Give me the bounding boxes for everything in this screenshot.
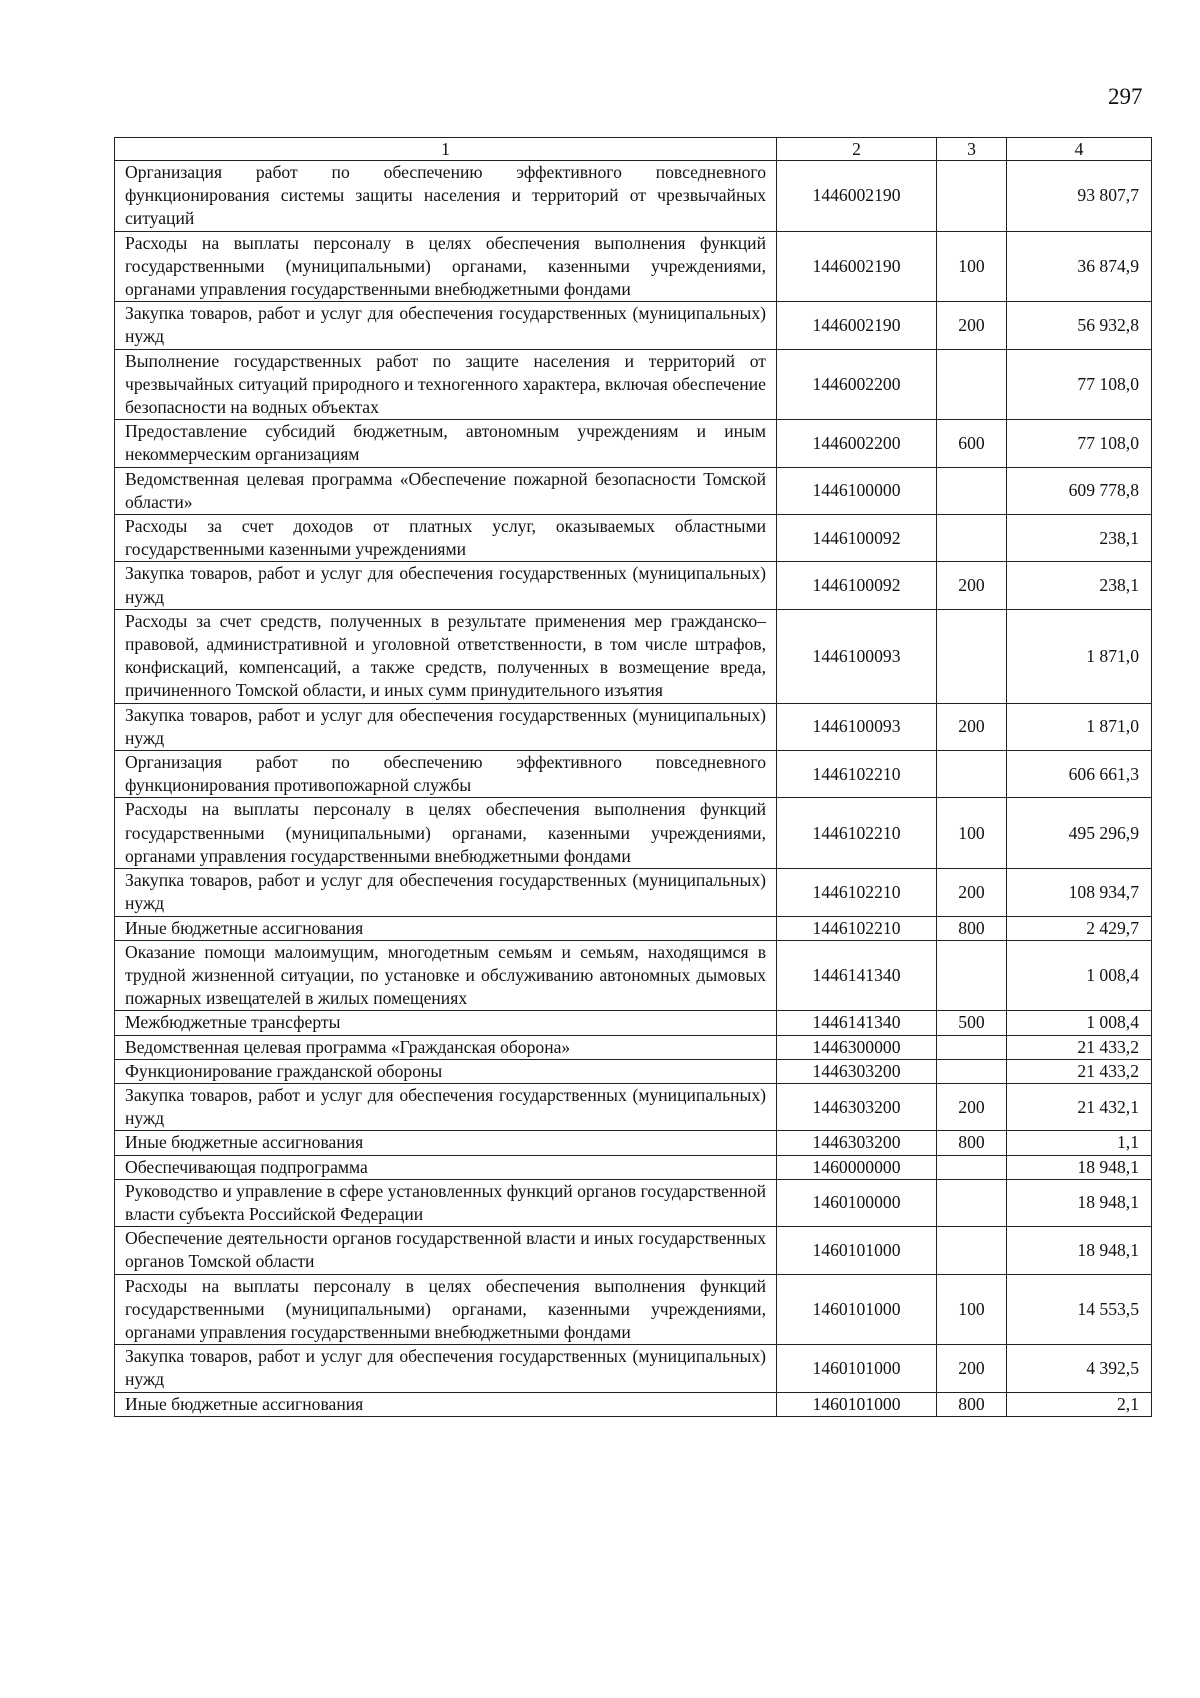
row-description: Закупка товаров, работ и услуг для обеспечения государственных (муниципальных) нужд [115, 1083, 777, 1130]
row-target-code: 1446002190 [777, 302, 937, 349]
row-target-code: 1446002200 [777, 349, 937, 420]
table-row [115, 1345, 1152, 1392]
table-row [115, 703, 1152, 750]
budget-table [114, 137, 1152, 1417]
table-row [115, 1392, 1152, 1416]
column-header-2: 2 [777, 138, 937, 161]
table-row [115, 349, 1152, 420]
row-amount: 1 008,4 [1007, 1011, 1152, 1035]
row-amount: 21 433,2 [1007, 1035, 1152, 1059]
column-header-1: 1 [115, 138, 777, 161]
row-description: Закупка товаров, работ и услуг для обеспечения государственных (муниципальных) нужд [115, 302, 777, 349]
table-row [115, 1011, 1152, 1035]
table-row [115, 940, 1152, 1011]
row-expense-type [937, 751, 1007, 798]
row-amount: 1 871,0 [1007, 609, 1152, 703]
row-expense-type: 100 [937, 798, 1007, 869]
row-description: Расходы на выплаты персоналу в целях обеспечения выполнения функций государственными (муниципальными) органами, казенными учреждениями, органами управления государственными внебюджетными фондами [115, 1274, 777, 1345]
row-expense-type: 200 [937, 1345, 1007, 1392]
row-target-code: 1446102210 [777, 751, 937, 798]
row-amount: 77 108,0 [1007, 420, 1152, 467]
row-target-code: 1446002190 [777, 161, 937, 232]
table-row [115, 1227, 1152, 1274]
row-description: Расходы за счет доходов от платных услуг, оказываемых областными государственными казенными учреждениями [115, 515, 777, 562]
table-row [115, 1131, 1152, 1155]
row-description: Закупка товаров, работ и услуг для обеспечения государственных (муниципальных) нужд [115, 562, 777, 609]
row-expense-type [937, 609, 1007, 703]
row-expense-type: 800 [937, 1131, 1007, 1155]
row-target-code: 1446002200 [777, 420, 937, 467]
table-row [115, 1083, 1152, 1130]
table-row [115, 562, 1152, 609]
row-amount: 238,1 [1007, 562, 1152, 609]
row-description: Закупка товаров, работ и услуг для обеспечения государственных (муниципальных) нужд [115, 703, 777, 750]
row-expense-type [937, 1155, 1007, 1179]
row-description: Иные бюджетные ассигнования [115, 1131, 777, 1155]
row-target-code: 1460101000 [777, 1345, 937, 1392]
table-row [115, 1155, 1152, 1179]
row-target-code: 1446141340 [777, 940, 937, 1011]
row-expense-type: 200 [937, 869, 1007, 916]
row-description: Межбюджетные трансферты [115, 1011, 777, 1035]
row-amount: 2 429,7 [1007, 916, 1152, 940]
row-amount: 1 871,0 [1007, 703, 1152, 750]
row-description: Расходы на выплаты персоналу в целях обеспечения выполнения функций государственными (муниципальными) органами, казенными учреждениями, органами управления государственными внебюджетными фондами [115, 231, 777, 302]
table-row [115, 420, 1152, 467]
row-description: Ведомственная целевая программа «Обеспечение пожарной безопасности Томской области» [115, 467, 777, 514]
row-expense-type: 200 [937, 302, 1007, 349]
row-target-code: 1446141340 [777, 1011, 937, 1035]
row-amount: 238,1 [1007, 515, 1152, 562]
row-expense-type [937, 349, 1007, 420]
table-row [115, 1059, 1152, 1083]
row-amount: 1,1 [1007, 1131, 1152, 1155]
table-row [115, 1035, 1152, 1059]
row-expense-type [937, 1227, 1007, 1274]
row-expense-type [937, 1179, 1007, 1226]
row-description: Организация работ по обеспечению эффективного повседневного функционирования противопожарной службы [115, 751, 777, 798]
table-row [115, 916, 1152, 940]
table-row [115, 869, 1152, 916]
row-description: Функционирование гражданской обороны [115, 1059, 777, 1083]
row-expense-type [937, 1059, 1007, 1083]
row-amount: 495 296,9 [1007, 798, 1152, 869]
row-amount: 56 932,8 [1007, 302, 1152, 349]
table-row [115, 751, 1152, 798]
row-description: Предоставление субсидий бюджетным, автономным учреждениям и иным некоммерческим организациям [115, 420, 777, 467]
row-description: Организация работ по обеспечению эффективного повседневного функционирования системы защиты населения и территорий от чрезвычайных ситуаций [115, 161, 777, 232]
row-amount: 2,1 [1007, 1392, 1152, 1416]
table-header-row [115, 138, 1152, 161]
row-target-code: 1460000000 [777, 1155, 937, 1179]
row-description: Закупка товаров, работ и услуг для обеспечения государственных (муниципальных) нужд [115, 869, 777, 916]
row-expense-type: 100 [937, 1274, 1007, 1345]
row-target-code: 1446002190 [777, 231, 937, 302]
row-description: Иные бюджетные ассигнования [115, 916, 777, 940]
row-amount: 18 948,1 [1007, 1227, 1152, 1274]
table-row [115, 231, 1152, 302]
row-expense-type: 800 [937, 916, 1007, 940]
row-amount: 4 392,5 [1007, 1345, 1152, 1392]
table-row [115, 302, 1152, 349]
row-amount: 21 432,1 [1007, 1083, 1152, 1130]
row-expense-type: 200 [937, 703, 1007, 750]
column-header-4: 4 [1007, 138, 1152, 161]
row-description: Иные бюджетные ассигнования [115, 1392, 777, 1416]
row-description: Расходы на выплаты персоналу в целях обеспечения выполнения функций государственными (муниципальными) органами, казенными учреждениями, органами управления государственными внебюджетными фондами [115, 798, 777, 869]
table-row [115, 798, 1152, 869]
row-description: Обеспечение деятельности органов государственной власти и иных государственных органов Томской области [115, 1227, 777, 1274]
table-row [115, 1179, 1152, 1226]
row-target-code: 1460101000 [777, 1274, 937, 1345]
row-target-code: 1460101000 [777, 1392, 937, 1416]
row-amount: 77 108,0 [1007, 349, 1152, 420]
row-target-code: 1446102210 [777, 916, 937, 940]
row-expense-type: 200 [937, 562, 1007, 609]
row-expense-type: 600 [937, 420, 1007, 467]
row-target-code: 1446102210 [777, 798, 937, 869]
row-description: Обеспечивающая подпрограмма [115, 1155, 777, 1179]
table-row [115, 515, 1152, 562]
row-amount: 93 807,7 [1007, 161, 1152, 232]
table-row [115, 161, 1152, 232]
row-expense-type [937, 161, 1007, 232]
table-row [115, 467, 1152, 514]
row-description: Расходы за счет средств, полученных в результате применения мер гражданско–правовой, административной и уголовной ответственности, в том числе штрафов, конфискаций, компенсаций, а также средств, полученных в возмещение вреда, причиненного Томской области, и иных сумм принудительного изъятия [115, 609, 777, 703]
row-target-code: 1446100092 [777, 562, 937, 609]
row-expense-type: 800 [937, 1392, 1007, 1416]
page-number: 297 [1108, 84, 1143, 109]
row-expense-type [937, 515, 1007, 562]
row-target-code: 1446100000 [777, 467, 937, 514]
column-header-3: 3 [937, 138, 1007, 161]
row-description: Руководство и управление в сфере установленных функций органов государственной власти субъекта Российской Федерации [115, 1179, 777, 1226]
row-amount: 18 948,1 [1007, 1155, 1152, 1179]
row-target-code: 1446102210 [777, 869, 937, 916]
row-amount: 36 874,9 [1007, 231, 1152, 302]
row-target-code: 1446100093 [777, 703, 937, 750]
row-description: Выполнение государственных работ по защите населения и территорий от чрезвычайных ситуаций природного и техногенного характера, включая обеспечение безопасности на водных объектах [115, 349, 777, 420]
row-target-code: 1446100092 [777, 515, 937, 562]
row-amount: 21 433,2 [1007, 1059, 1152, 1083]
row-target-code: 1460100000 [777, 1179, 937, 1226]
row-target-code: 1446303200 [777, 1131, 937, 1155]
row-expense-type [937, 467, 1007, 514]
row-expense-type: 200 [937, 1083, 1007, 1130]
table-row [115, 1274, 1152, 1345]
row-target-code: 1446300000 [777, 1035, 937, 1059]
row-amount: 14 553,5 [1007, 1274, 1152, 1345]
row-description: Закупка товаров, работ и услуг для обеспечения государственных (муниципальных) нужд [115, 1345, 777, 1392]
row-amount: 1 008,4 [1007, 940, 1152, 1011]
row-description: Ведомственная целевая программа «Гражданская оборона» [115, 1035, 777, 1059]
row-expense-type: 100 [937, 231, 1007, 302]
row-description: Оказание помощи малоимущим, многодетным семьям и семьям, находящимся в трудной жизненной ситуации, по установке и обслуживанию автономных дымовых пожарных извещателей в жилых помещениях [115, 940, 777, 1011]
row-expense-type [937, 940, 1007, 1011]
row-target-code: 1446303200 [777, 1083, 937, 1130]
row-target-code: 1446100093 [777, 609, 937, 703]
row-amount: 606 661,3 [1007, 751, 1152, 798]
row-amount: 609 778,8 [1007, 467, 1152, 514]
row-expense-type [937, 1035, 1007, 1059]
row-expense-type: 500 [937, 1011, 1007, 1035]
table-row [115, 609, 1152, 703]
row-target-code: 1460101000 [777, 1227, 937, 1274]
row-target-code: 1446303200 [777, 1059, 937, 1083]
row-amount: 108 934,7 [1007, 869, 1152, 916]
row-amount: 18 948,1 [1007, 1179, 1152, 1226]
